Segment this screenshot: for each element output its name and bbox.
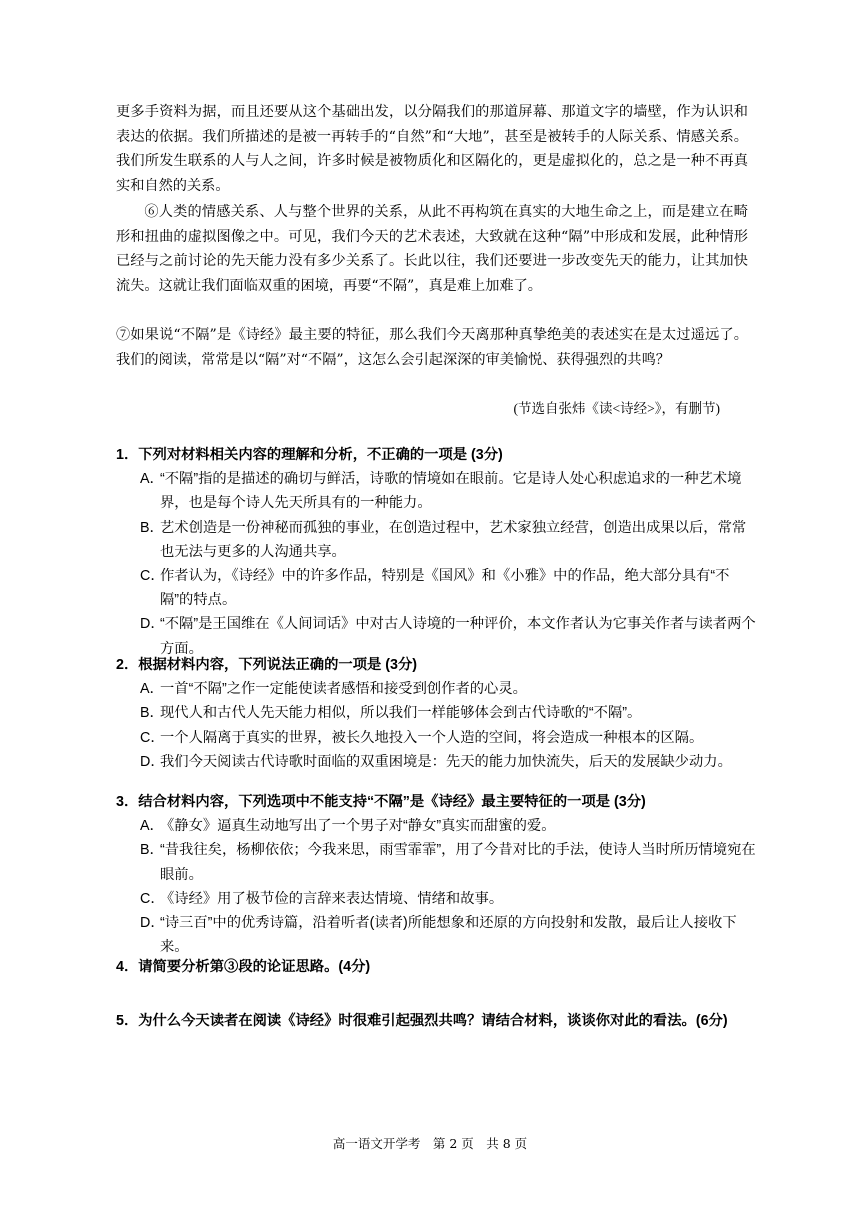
option-b xyxy=(116,516,756,564)
option-c xyxy=(116,564,756,612)
option-label: A． xyxy=(140,471,164,488)
option-text: 《诗经》用了极节俭的言辞来表达情境、情绪和故事。 xyxy=(160,890,504,907)
option-b xyxy=(116,838,756,886)
question-4 xyxy=(116,955,756,979)
option-text: 作者认为，《诗经》中的许多作品，特别是《国风》和《小雅》中的作品，绝大部分具有“不隔”的特点。 xyxy=(160,568,730,609)
option-label: D． xyxy=(140,616,165,633)
option-label: A． xyxy=(140,818,164,835)
question-title: 4．请简要分析第③段的论证思路。(4分) xyxy=(116,959,371,975)
page-footer: 高一语文开学考 第 2 页 共 8 页 xyxy=(332,1136,528,1151)
option-label: A． xyxy=(140,681,164,698)
paragraph-text: 更多手资料为据，而且还要从这个基础出发，以分隔我们的那道屏幕、那道文字的墙壁，作为认识和表达的依据。我们所描述的是被一再转手的“自然”和“大地”，甚至是被转手的人际关系、情感关系。我们所发生联系的人与人之间，许多时候是被物质化和区隔化的，更是虚拟化的，总之是一种不再真实和自然的关系。 xyxy=(116,104,748,194)
question-title: 5．为什么今天读者在阅读《诗经》时很难引起强烈共鸣？请结合材料，谈谈你对此的看法。(6分) xyxy=(116,1013,728,1029)
option-label: C． xyxy=(140,568,165,585)
option-label: C． xyxy=(140,890,165,907)
question-2 xyxy=(116,653,756,774)
passage-paragraph-7 xyxy=(116,323,748,372)
option-text: “昔我往矣，杨柳依依；今我来思，雨雪霏霏”，用了今昔对比的手法，使诗人当时所历情境宛在眼前。 xyxy=(160,842,756,883)
option-text: 《静女》逼真生动地写出了一个男子对“静女”真实而甜蜜的爱。 xyxy=(160,818,556,835)
question-5 xyxy=(116,1010,756,1034)
passage-paragraph-5 xyxy=(116,100,748,198)
question-1 xyxy=(116,443,756,661)
option-label: C． xyxy=(140,729,165,746)
option-text: 一首“不隔”之作一定能使读者感悟和接受到创作者的心灵。 xyxy=(160,681,527,698)
option-text: 我们今天阅读古代诗歌时面临的双重困境是：先天的能力加快流失，后天的发展缺少动力。 xyxy=(160,753,732,770)
option-d xyxy=(116,911,756,959)
option-c xyxy=(116,726,756,750)
option-c xyxy=(116,887,756,911)
option-label: B． xyxy=(140,519,164,536)
option-label: D． xyxy=(140,915,165,932)
option-text: 艺术创造是一份神秘而孤独的事业，在创造过程中，艺术家独立经营，创造出成果以后，常常也无法与更多的人沟通共享。 xyxy=(160,519,747,560)
paragraph-text: ⑥人类的情感关系、人与整个世界的关系，从此不再构筑在真实的大地生命之上，而是建立在畸形和扭曲的虚拟图像之中。可见，我们今天的艺术表述，大致就在这种“隔”中形成和发展，此种情形已经与之前讨论的先天能力没有多少关系了。长此以往，我们还要进一步改变先天的能力，让其加快流失。这就让我们面临双重的困境，再要“不隔”，真是难上加难了。 xyxy=(116,204,748,294)
option-text: 一个人隔离于真实的世界，被长久地投入一个人造的空间，将会造成一种根本的区隔。 xyxy=(160,729,704,746)
option-text: “不隔”指的是描述的确切与鲜活，诗歌的情境如在眼前。它是诗人处心积虑追求的一种艺术境界，也是每个诗人先天所具有的一种能力。 xyxy=(160,471,742,512)
option-label: B． xyxy=(140,842,164,859)
question-title: 2．根据材料内容，下列说法正确的一项是 (3分) xyxy=(116,657,418,673)
question-title: 3．结合材料内容，下列选项中不能支持“不隔”是《诗经》最主要特征的一项是 (3分) xyxy=(116,794,646,810)
option-text: “不隔”是王国维在《人间词话》中对古人诗境的一种评价，本文作者认为它事关作者与读者两个方面。 xyxy=(160,616,756,657)
option-label: D． xyxy=(140,753,165,770)
option-d xyxy=(116,750,756,774)
option-b xyxy=(116,701,756,725)
option-a xyxy=(116,467,756,515)
option-text: “诗三百”中的优秀诗篇，沿着听者(读者)所能想象和还原的方向投射和发散，最后让人接收下来。 xyxy=(160,915,737,956)
passage-paragraph-6 xyxy=(116,200,748,298)
paragraph-text: ⑦如果说“不隔”是《诗经》最主要的特征，那么我们今天离那种真挚绝美的表述实在是太过遥远了。我们的阅读，常常是以“隔”对“不隔”，这怎么会引起深深的审美愉悦、获得强烈的共鸣？ xyxy=(116,327,748,368)
option-label: B． xyxy=(140,705,164,722)
option-a xyxy=(116,814,756,838)
option-a xyxy=(116,677,756,701)
question-title: 1．下列对材料相关内容的理解和分析，不正确的一项是 (3分) xyxy=(116,447,503,463)
option-text: 现代人和古代人先天能力相似，所以我们一样能够体会到古代诗歌的“不隔”。 xyxy=(160,705,642,722)
question-3 xyxy=(116,790,756,959)
passage-source-note: (节选自张炜《读<诗经>》，有删节) xyxy=(513,401,720,416)
